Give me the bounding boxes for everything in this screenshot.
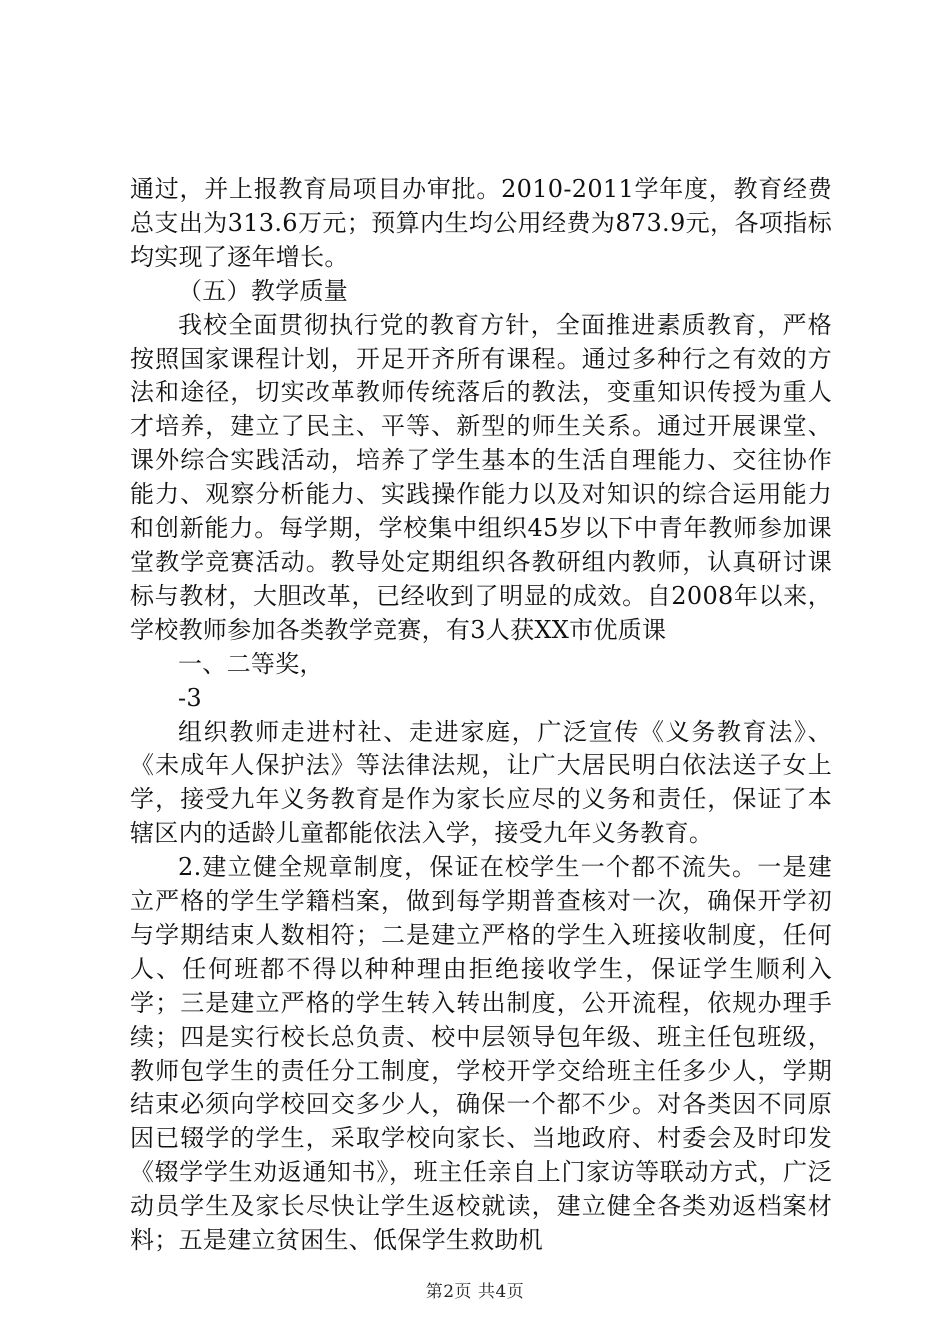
paragraph: 组织教师走进村社、走进家庭，广泛宣传《义务教育法》、《未成年人保护法》等法律法规，让广大居民明白依法送子女上学，接受九年义务教育是作为家长应尽的义务和责任，保证了本辖区内的适龄儿童都能依法入学，接受九年义务教育。 [130,717,832,848]
paragraph: 通过，并上报教育局项目办审批。2010-2011学年度，教育经费总支出为313.6万元；预算内生均公用经费为873.9元，各项指标均实现了逐年增长。 [130,175,832,271]
section-heading: （五）教学质量 [178,276,349,305]
page-footer: 第2页 共4页 [425,1282,525,1302]
paragraph: 2.建立健全规章制度，保证在校学生一个都不流失。一是建立严格的学生学籍档案，做到每学期普查核对一次，确保开学初与学期结束人数相符；二是建立严格的学生入班接收制度，任何人、任何班都不得以种种理由拒绝接收学生，保证学生顺利入学；三是建立严格的学生转入转出制度，公开流程，依规办理手续；四是实行校长总负责、校中层领导包年级、班主任包班级，教师包学生的责任分工制度，学校开学交给班主任多少人，学期结束必须向学校回交多少人，确保一个都不少。对各类因不同原因已辍学的学生，采取学校向家长、当地政府、村委会及时印发《辍学学生劝返通知书》，班主任亲自上门家访等联动方式，广泛动员学生及家长尽快让学生返校就读，建立健全各类劝返档案材料；五是建立贫困生、低保学生救助机 [130,853,832,1255]
paragraph: -3 [178,683,202,712]
paragraph: 一、二等奖， [178,649,324,678]
document-body [130,173,832,1258]
paragraph: 我校全面贯彻执行党的教育方针，全面推进素质教育，严格按照国家课程计划，开足开齐所有课程。通过多种行之有效的方法和途径，切实改革教师传统落后的教法，变重知识传授为重人才培养，建立了民主、平等、新型的师生关系。通过开展课堂、课外综合实践活动，培养了学生基本的生活自理能力、交往协作能力、观察分析能力、实践操作能力以及对知识的综合运用能力和创新能力。每学期，学校集中组织45岁以下中青年教师参加课堂教学竞赛活动。教导处定期组织各教研组内教师，认真研讨课标与教材，大胆改革，已经收到了明显的成效。自2008年以来，学校教师参加各类教学竞赛，有3人获XX市优质课 [130,310,832,644]
